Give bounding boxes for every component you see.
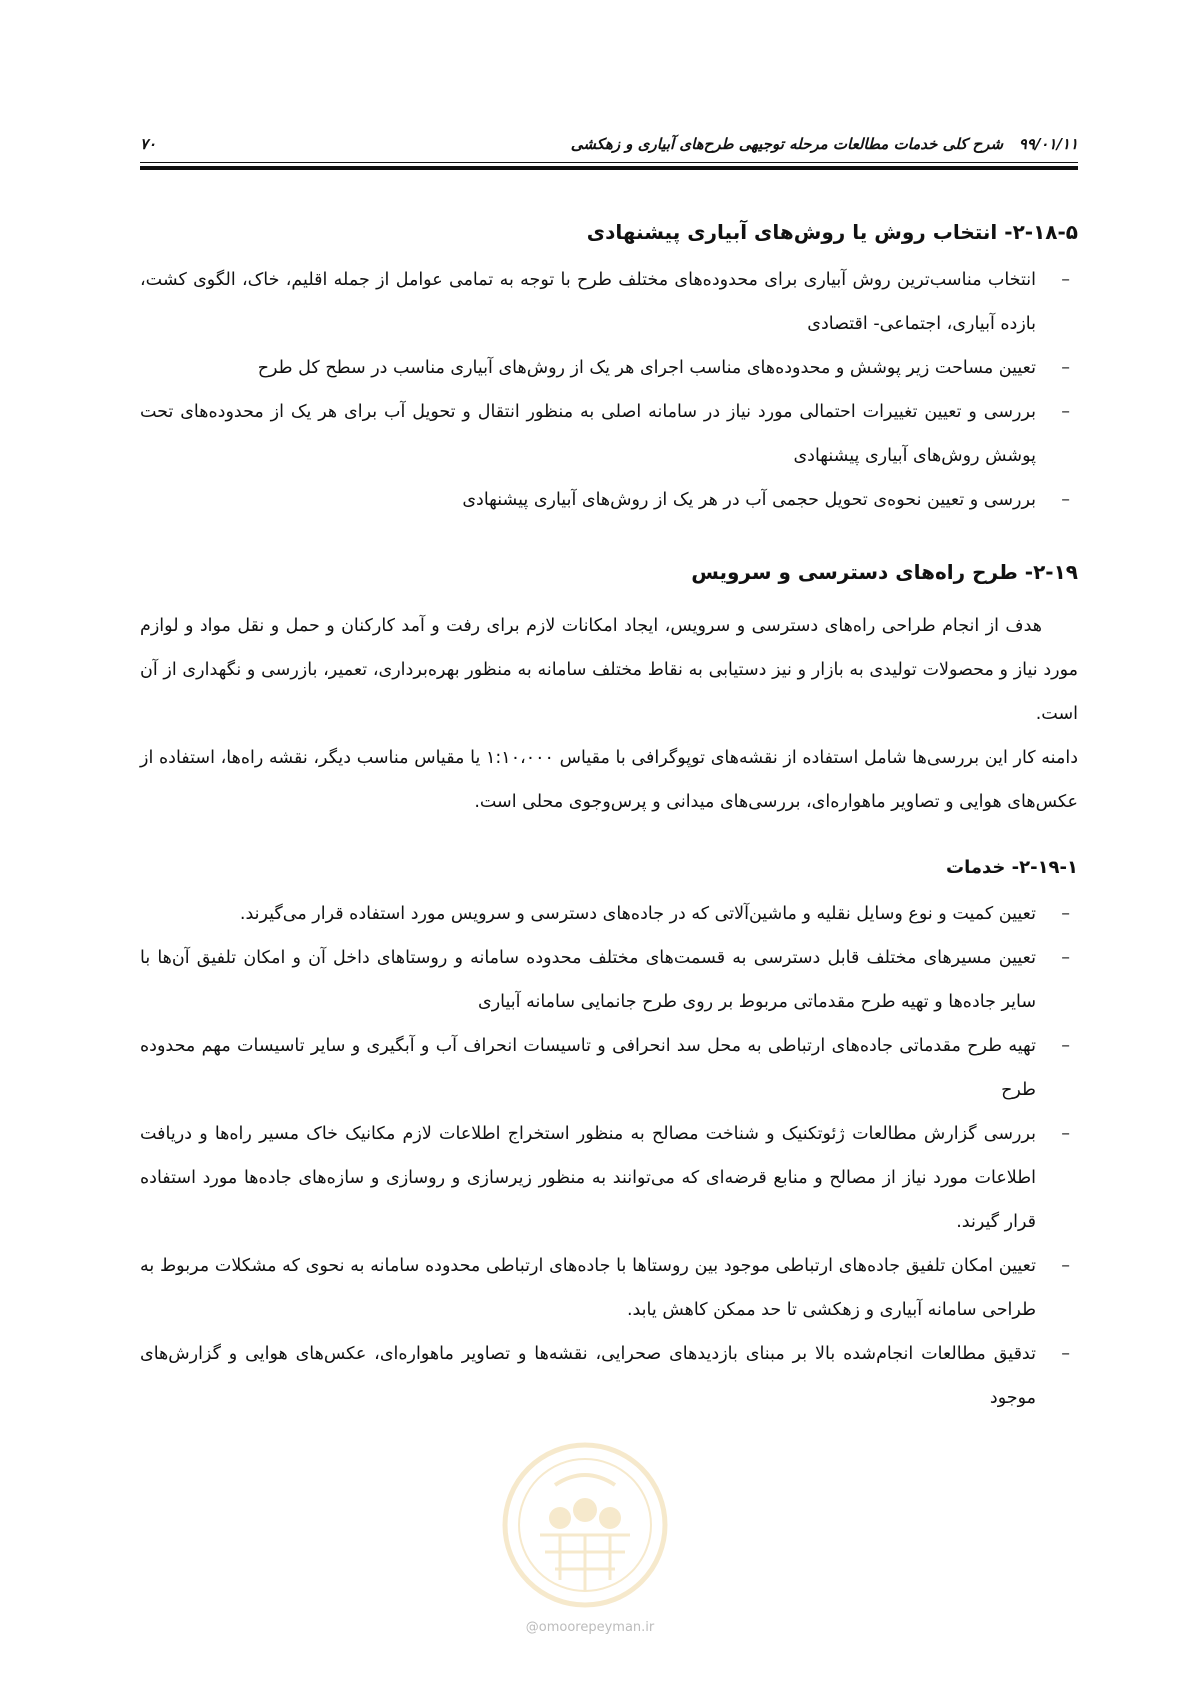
services-list (140, 892, 1078, 1420)
list-item: – تعیین امکان تلفیق جاده‌های ارتباطی موجود بین روستاها با جاده‌های ارتباطی محدوده سامانه به نحوی که مشکلات مربوط به طراحی سامانه آبیاری و زهکشی تا حد ممکن کاهش یابد. (140, 1244, 1078, 1332)
list-item: – تدقیق مطالعات انجام‌شده بالا بر مبنای بازدیدهای صحرایی، نقشه‌ها و تصاویر ماهواره‌ای، عکس‌های هوایی و گزارش‌های موجود (140, 1332, 1078, 1420)
list-item: – تعیین کمیت و نوع وسایل نقلیه و ماشین‌آلاتی که در جاده‌های دسترسی و سرویس مورد استفاده قرار می‌گیرند. (140, 892, 1078, 936)
header-title-group (571, 135, 1078, 153)
dash-bullet: – (1061, 270, 1070, 290)
watermark-seal-icon (500, 1440, 670, 1610)
access-roads-paragraph-2: دامنه کار این بررسی‌ها شامل استفاده از نقشه‌های توپوگرافی با مقیاس ۱:۱۰،۰۰۰ یا مقیاس مناسب دیگر، نقشه راه‌ها، استفاده از عکس‌های هوایی و تصاویر ماهواره‌ای، بررسی‌های میدانی و پرس‌وجوی محلی است. (140, 748, 1078, 812)
page-number: ۷۰ (140, 135, 157, 153)
dash-bullet: – (1061, 490, 1070, 510)
header-rule-thick (140, 166, 1078, 170)
list-item: – بررسی گزارش مطالعات ژئوتکنیک و شناخت مصالح به منظور استخراج اطلاعات لازم مکانیک خاک مسیر راه‌ها و دریافت اطلاعات مورد نیاز از مصالح و منابع قرضه‌ای که می‌توانند به منظور زیرسازی و روسازی و سازه‌های جاده‌ها مورد استفاده قرار گیرند. (140, 1112, 1078, 1244)
dash-bullet: – (1061, 948, 1070, 968)
list-item: – انتخاب مناسب‌ترین روش آبیاری برای محدوده‌های مختلف طرح با توجه به تمامی عوامل از جمله اقلیم، خاک، الگوی کشت، بازده آبیاری، اجتماعی- اقتصادی (140, 258, 1078, 346)
dash-bullet: – (1061, 1124, 1070, 1144)
header-rule-thin (140, 162, 1078, 163)
section-heading-irrigation-methods: ۲-۱۸-۵- انتخاب روش یا روش‌های آبیاری پیشنهادی (586, 220, 1078, 244)
dash-bullet: – (1061, 402, 1070, 422)
dash-bullet: – (1061, 1344, 1070, 1364)
list-item: – تعیین مسیرهای مختلف قابل دسترسی به قسمت‌های مختلف محدوده سامانه و روستاهای داخل آن و امکان تلفیق آن‌ها با سایر جاده‌ها و تهیه طرح مقدماتی مربوط بر روی طرح جانمایی سامانه آبیاری (140, 936, 1078, 1024)
dash-bullet: – (1061, 1036, 1070, 1056)
access-roads-paragraph-1: هدف از انجام طراحی راه‌های دسترسی و سرویس، ایجاد امکانات لازم برای رفت و آمد کارکنان و حمل و نقل مواد و لوازم مورد نیاز و محصولات تولیدی به بازار و نیز دستیابی به نقاط مختلف سامانه به منظور بهره‌برداری، تعمیر، بازرسی و نگهداری از آن است. (140, 616, 1078, 724)
header-date: ۹۹/۰۱/۱۱ (1018, 135, 1078, 153)
dash-bullet: – (1061, 1256, 1070, 1276)
section-heading-services: ۲-۱۹-۱- خدمات (946, 857, 1078, 878)
list-item: – بررسی و تعیین نحوه‌ی تحویل حجمی آب در هر یک از روش‌های آبیاری پیشنهادی (140, 478, 1078, 522)
page-content (140, 210, 1078, 1420)
page-header (140, 128, 1078, 160)
list-item: – تعیین مساحت زیر پوشش و محدوده‌های مناسب اجرای هر یک از روش‌های آبیاری مناسب در سطح کل طرح (140, 346, 1078, 390)
irrigation-methods-list (140, 258, 1078, 522)
dash-bullet: – (1061, 358, 1070, 378)
section-heading-access-roads: ۲-۱۹- طرح راه‌های دسترسی و سرویس (691, 560, 1078, 584)
watermark-url: @omoorepeyman.ir (525, 1620, 655, 1635)
list-item: – بررسی و تعیین تغییرات احتمالی مورد نیاز در سامانه اصلی به منظور انتقال و تحویل آب برای هر یک از محدوده‌های تحت پوشش روش‌های آبیاری پیشنهادی (140, 390, 1078, 478)
list-item: – تهیه طرح مقدماتی جاده‌های ارتباطی به محل سد انحرافی و تاسیسات انحراف آب و آبگیری و سایر تاسیسات مهم محدوده طرح (140, 1024, 1078, 1112)
dash-bullet: – (1061, 904, 1070, 924)
header-title: شرح کلی خدمات مطالعات مرحله توجیهی طرح‌های آبیاری و زهکشی (570, 135, 1004, 153)
